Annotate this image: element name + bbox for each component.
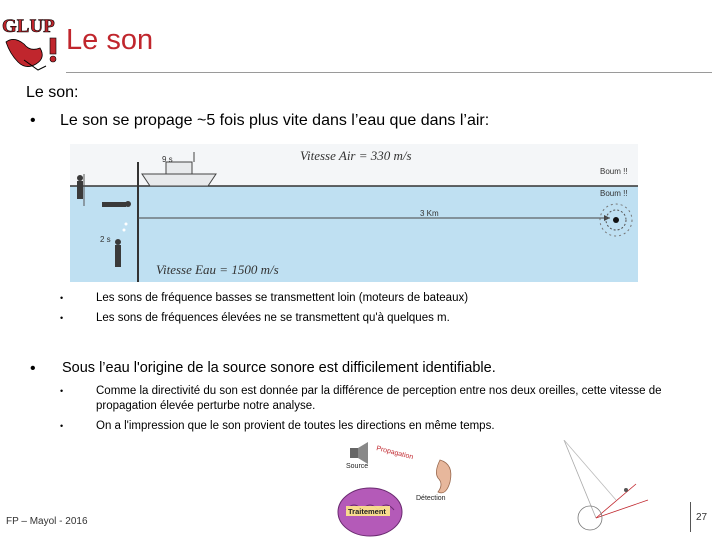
- bullet-source-text: Sous l’eau l'origine de la source sonore est difficilement identifiable.: [62, 360, 496, 376]
- detection-label: Détection: [416, 495, 446, 502]
- sub-bullet-all-directions: On a l'impression que le son provient de toutes les directions en même temps.: [96, 420, 495, 432]
- boum-air-label: Boum !!: [600, 167, 628, 176]
- page-divider: [690, 502, 691, 532]
- boum-water-label: Boum !!: [600, 189, 628, 198]
- speaker-icon: [350, 442, 368, 464]
- air-time-label: 9 s: [162, 155, 173, 164]
- source-label: Source: [346, 463, 369, 470]
- sub-bullet-directivity: Comme la directivité du son est donnée par la différence de perception entre nos deux oreilles, cette vitesse de propagation élevée perturbe notre analyse.: [96, 385, 662, 412]
- footer-text: FP – Mayol - 2016: [6, 516, 88, 527]
- air-speed-label: Vitesse Air = 330 m/s: [300, 148, 412, 163]
- sub-bullet-high-freq: Les sons de fréquences élevées ne se transmettent qu'à quelques m.: [96, 312, 450, 324]
- traitement-label: Traitement: [348, 507, 386, 516]
- sub-bullet-glyph: •: [60, 293, 64, 303]
- ear-icon: [436, 460, 450, 493]
- section-heading: Le son:: [26, 84, 79, 101]
- water-speed-label: Vitesse Eau = 1500 m/s: [156, 262, 279, 277]
- title-divider: [66, 72, 712, 73]
- bullet-glyph: •: [30, 112, 36, 129]
- sound-speed-illustration: [70, 144, 638, 282]
- direction-sketch: [556, 440, 686, 535]
- sub-bullet-glyph: •: [60, 313, 64, 323]
- slide-title: Le son: [66, 24, 154, 56]
- water-time-label: 2 s: [100, 235, 111, 244]
- sub-bullet-glyph: •: [60, 386, 64, 396]
- glup-logo: [0, 8, 64, 78]
- logo-text: GLUP: [2, 16, 55, 37]
- sub-bullet-glyph: •: [60, 421, 64, 431]
- head-icon: [578, 506, 602, 530]
- bullet-glyph: •: [30, 360, 36, 377]
- distance-label: 3 Km: [420, 209, 439, 218]
- bullet-speed-text: Le son se propage ~5 fois plus vite dans l’eau que dans l’air:: [60, 112, 490, 129]
- page-number: 27: [696, 512, 708, 523]
- perception-diagram: [330, 440, 466, 540]
- propagation-label: Propagation: [375, 445, 414, 462]
- sub-bullet-low-freq: Les sons de fréquence basses se transmettent loin (moteurs de bateaux): [96, 292, 469, 304]
